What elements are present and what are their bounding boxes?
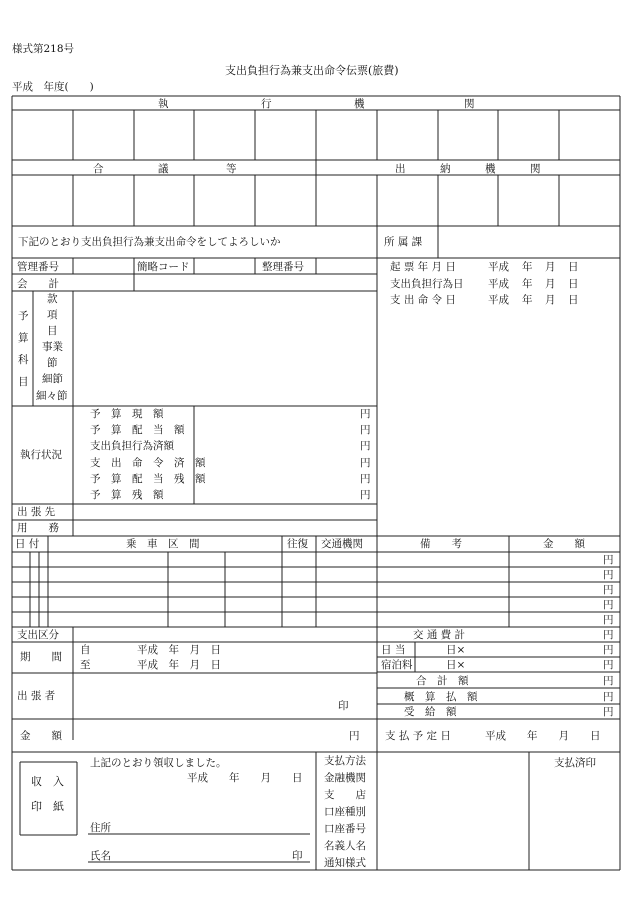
exec-header-4: 関 [464, 98, 475, 110]
payment-date-label: 支 払 予 定 日 [385, 730, 451, 742]
date-day: 日 [568, 261, 579, 273]
form-number: 様式第218号 [12, 43, 75, 55]
exec-header-3: 機 [354, 98, 365, 110]
date-label: 支 出 命 令 日 [390, 294, 456, 306]
budget-item: 項 [47, 309, 58, 321]
treasury-header-1: 出 [395, 163, 406, 175]
payment-field: 支 店 [324, 789, 366, 801]
date-era: 平成 [488, 278, 509, 290]
trip-date-header: 日 付 [15, 538, 40, 550]
budget-item: 細々節 [36, 390, 68, 402]
yen-unit: 円 [603, 691, 614, 703]
payment-field: 口座番号 [324, 823, 366, 835]
date-year: 年 [522, 261, 533, 273]
expense-class-label: 支出区分 [17, 629, 59, 641]
lodging-times: 日× [446, 659, 466, 671]
seiri-label: 整理番号 [262, 261, 304, 273]
yosan-label-4: 目 [18, 376, 29, 388]
destination-label: 出 張 先 [17, 506, 56, 518]
exec-status-row: 予 算 配 当 額 [90, 424, 185, 436]
paid-stamp-label: 支払済印 [554, 757, 596, 769]
yen-unit: 円 [603, 569, 614, 581]
payment-field: 口座種別 [324, 806, 366, 818]
date-year: 年 [522, 294, 533, 306]
summary-row: 合 計 額 [416, 675, 469, 687]
council-header-3: 等 [226, 163, 237, 175]
council-header-1: 合 [93, 163, 104, 175]
kanri-label: 管理番号 [17, 261, 59, 273]
from-label: 自 [80, 644, 91, 656]
date-day: 日 [568, 294, 579, 306]
yen-unit: 円 [360, 457, 371, 469]
yen-unit: 円 [603, 599, 614, 611]
daily-times: 日× [446, 644, 466, 656]
date-day: 日 [568, 278, 579, 290]
yen-unit: 円 [603, 644, 614, 656]
yen-unit: 円 [603, 675, 614, 687]
stamp-label-1: 収 入 [31, 775, 64, 788]
form-title: 支出負担行為兼支出命令伝票(旅費) [225, 64, 399, 77]
yen-unit: 円 [603, 659, 614, 671]
receipt-date: 平成 年 月 日 [187, 772, 303, 784]
business-label: 用 務 [17, 522, 59, 534]
yen-unit: 円 [360, 489, 371, 501]
yen-unit: 円 [360, 424, 371, 436]
traveler-label: 出 張 者 [17, 690, 56, 702]
ryaku-label: 簡略コード [137, 261, 190, 273]
stamp-label-2: 印 紙 [31, 800, 64, 813]
to-label: 至 [80, 659, 91, 671]
kaikei-label: 会 計 [17, 278, 59, 290]
yen-unit: 円 [360, 440, 371, 452]
date-label: 支出負担行為日 [390, 278, 464, 290]
lodging-label: 宿泊料 [381, 659, 413, 671]
yosan-label-2: 算 [18, 332, 29, 344]
yen-unit: 円 [603, 629, 614, 641]
request-text: 下記のとおり支出負担行為兼支出命令をしてよろしいか [18, 236, 281, 248]
payment-date-value: 平成 年 月 日 [485, 730, 601, 742]
dept-label: 所 属 課 [384, 236, 423, 248]
yen-unit: 円 [603, 706, 614, 718]
exec-status-row: 予 算 残 額 [90, 489, 164, 501]
transport-total-label: 交 通 費 計 [413, 629, 466, 641]
name-seal: 印 [292, 850, 303, 862]
treasury-header-4: 関 [530, 163, 541, 175]
trip-amount-header: 金 額 [543, 538, 585, 550]
exec-header-1: 執 [158, 98, 169, 110]
trip-transport-header: 交通機関 [321, 538, 363, 550]
treasury-header-3: 機 [485, 163, 496, 175]
exec-status-row: 支 出 命 令 済 額 [90, 457, 206, 469]
yen-unit: 円 [603, 554, 614, 566]
yosan-label-3: 科 [18, 354, 29, 366]
name-label: 氏名 [90, 850, 111, 862]
council-header-2: 議 [158, 163, 169, 175]
exec-status-row: 予 算 配 当 残 額 [90, 473, 206, 485]
payment-field: 名義人名 [324, 840, 366, 852]
date-label: 起 票 年 月 日 [390, 261, 456, 273]
budget-item: 細節 [42, 373, 63, 385]
budget-item: 節 [47, 357, 58, 369]
summary-row: 概 算 払 額 [404, 691, 478, 703]
date-month: 月 [545, 294, 556, 306]
period-to-date: 平成 年 月 日 [137, 659, 221, 671]
yen-unit: 円 [349, 730, 360, 742]
exec-status-row: 予 算 現 額 [90, 408, 164, 420]
budget-item: 款 [47, 293, 58, 305]
yen-unit: 円 [603, 584, 614, 596]
address-label: 住所 [90, 822, 111, 834]
budget-item: 事業 [42, 341, 63, 353]
trip-section-header: 乗 車 区 間 [126, 538, 200, 550]
yen-unit: 円 [360, 473, 371, 485]
date-era: 平成 [488, 294, 509, 306]
exec-status-label: 執行状況 [20, 449, 62, 461]
exec-header-2: 行 [261, 98, 272, 110]
yosan-label-1: 予 [18, 310, 29, 322]
amount-label: 金 額 [20, 730, 62, 742]
traveler-seal: 印 [338, 700, 349, 712]
treasury-header-2: 納 [440, 163, 451, 175]
trip-remarks-header: 備 考 [420, 538, 462, 550]
yen-unit: 円 [603, 614, 614, 626]
payment-field: 支払方法 [324, 755, 366, 767]
date-month: 月 [545, 261, 556, 273]
receipt-text: 上記のとおり領収しました。 [90, 757, 227, 769]
trip-round-header: 往復 [287, 538, 308, 550]
fiscal-year: 平成 年度( ) [12, 81, 94, 93]
yen-unit: 円 [360, 408, 371, 420]
period-label: 期 間 [20, 651, 62, 663]
budget-item: 目 [47, 325, 58, 337]
payment-field: 通知様式 [324, 857, 366, 869]
summary-row: 受 給 額 [404, 706, 457, 718]
payment-field: 金融機関 [324, 772, 366, 784]
date-month: 月 [545, 278, 556, 290]
date-year: 年 [522, 278, 533, 290]
date-era: 平成 [488, 261, 509, 273]
daily-label: 日 当 [381, 644, 406, 656]
period-from-date: 平成 年 月 日 [137, 644, 221, 656]
exec-status-row: 支出負担行為済額 [90, 440, 174, 452]
